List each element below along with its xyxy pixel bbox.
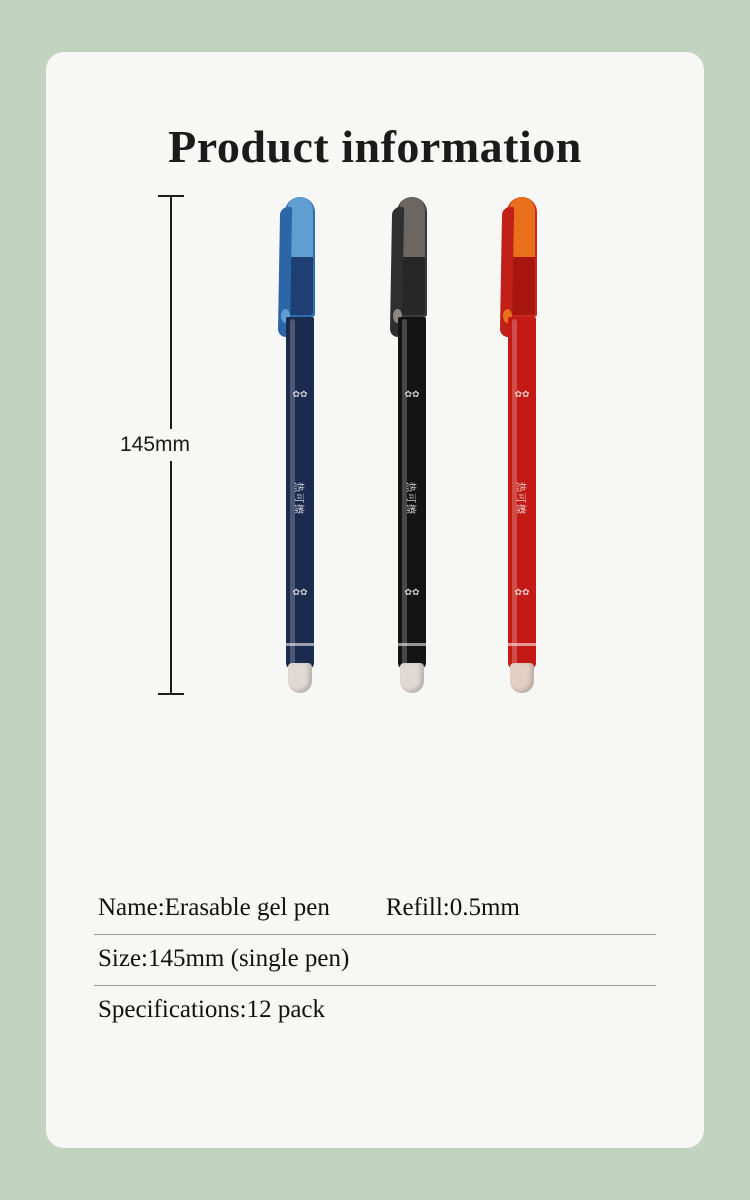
pen-decor-bottom: ✿✿ <box>292 587 308 597</box>
dimension-label: 145mm <box>114 429 196 461</box>
spec-row <box>94 986 656 1036</box>
spec-specifications: Specifications:12 pack <box>98 996 326 1023</box>
pen-eraser <box>288 663 312 693</box>
pen-barrel-ring <box>508 643 536 646</box>
pen-group <box>261 191 591 711</box>
pen-eraser <box>510 663 534 693</box>
pen-decor-top: ✿✿ <box>292 389 308 399</box>
specifications-list <box>94 884 656 1036</box>
spec-row <box>94 935 656 986</box>
pen-decor-top: ✿✿ <box>404 389 420 399</box>
pen-blue <box>279 191 321 701</box>
spec-name: Name:Erasable gel pen <box>98 894 330 921</box>
pen-red <box>501 191 543 701</box>
product-illustration <box>46 191 704 771</box>
spec-refill: Refill:0.5mm <box>385 894 520 921</box>
product-info-card <box>46 52 704 1148</box>
pen-brand-text: 热可擦 <box>514 482 526 515</box>
pen-eraser <box>400 663 424 693</box>
spec-row <box>94 884 656 935</box>
spec-size: Size:145mm (single pen) <box>98 945 350 972</box>
pen-decor-bottom: ✿✿ <box>404 587 420 597</box>
pen-barrel-ring <box>398 643 426 646</box>
pen-decor-bottom: ✿✿ <box>514 587 530 597</box>
pen-decor-top: ✿✿ <box>514 389 530 399</box>
pen-brand-text: 热可擦 <box>404 482 416 515</box>
pen-barrel-ring <box>286 643 314 646</box>
pen-black <box>391 191 433 701</box>
bracket-tick-bottom <box>158 693 184 695</box>
bracket-tick-top <box>158 195 184 197</box>
page-title: Product information <box>168 121 582 172</box>
pen-brand-text: 热可擦 <box>292 482 304 515</box>
